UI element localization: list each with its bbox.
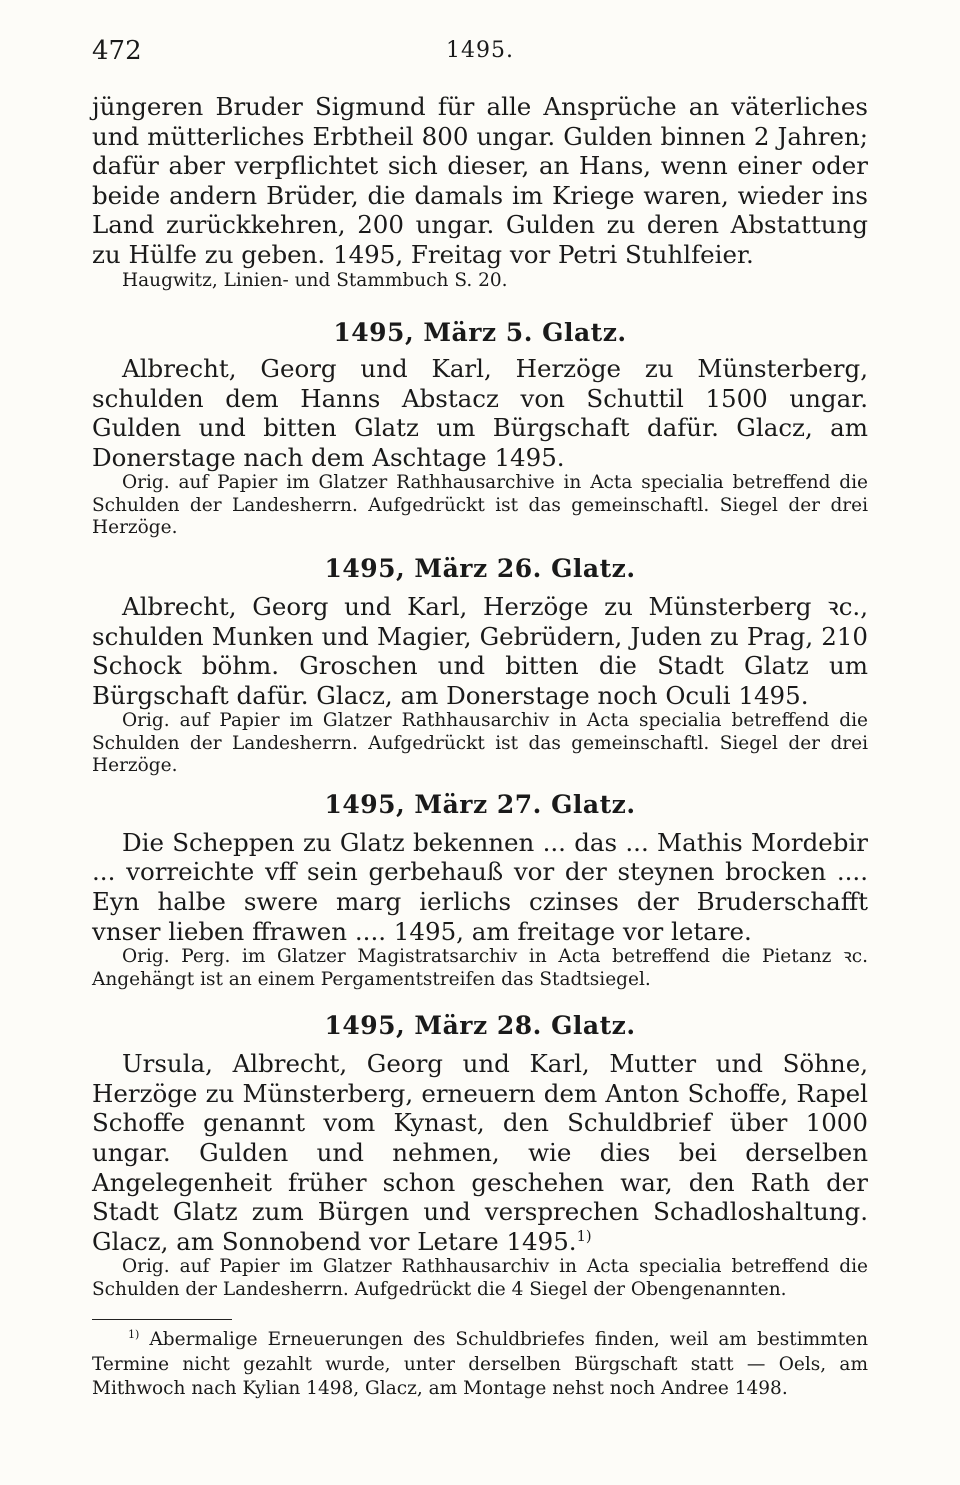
entry-heading: 1495, März 5. Glatz. [333,318,627,348]
entry-source: Orig. auf Papier im Glatzer Rathhausarchiv in Acta specialia betreffend die Schulden der Landesherrn. Aufgedrückt die 4 Siegel der Obengenannten. [92,1256,868,1300]
entry-heading: 1495, März 27. Glatz. [324,789,636,819]
entry-heading: 1495, März 28. Glatz. [324,1011,636,1041]
entry-text: Die Scheppen zu Glatz bekennen ... das ... Mathis Mordebir ... vorreichte vff sein gerbehauß vor der steynen brocken .... Eyn halbe swere marg ierlichs czinses der Bruderschafft vnser lieben ffrawen .... 1495, am freitage vor letare. [92,827,868,946]
page-number: 472 [92,36,142,66]
intro-paragraph: jüngeren Bruder Sigmund für alle Ansprüche an väterliches und mütterliches Erbtheil 800 ungar. Gulden binnen 2 Jahren; dafür aber verpflichtet sich dieser, an Hans, wenn einer oder beide andern Brüder, die damals im Kriege waren, wieder ins Land zurückkehren, 200 ungar. Gulden zu deren Abstattung zu Hülfe zu geben. 1495, Freitag vor Petri Stuhlfeier. [92,92,868,269]
entry-text-body: Ursula, Albrecht, Georg und Karl, Mutter und Söhne, Herzöge zu Münsterberg, erneuern dem Anton Schoffe, Rapel Schoffe genannt vom Kynast, den Schuldbrief über 1000 ungar. Gulden und nehmen, wie dies bei derselben Angelegenheit früher schon geschehen war, den Rath der Stadt Glatz zum Bürgen und versprechen Schadloshaltung. Glacz, am Sonnobend vor Letare 1495. [92,1049,868,1256]
footnote-reference[interactable]: 1) [576,1227,592,1245]
entry-heading: 1495, März 26. Glatz. [324,553,636,583]
entry-source: Orig. auf Papier im Glatzer Rathhausarchive in Acta specialia betreffend die Schulden der Landesherrn. Aufgedrückt ist das gemeinschaftl. Siegel der drei Herzöge. [92,472,868,539]
running-head-year: 1495. [446,38,514,63]
footnote-text: Abermalige Erneuerungen des Schuldbriefes finden, weil am bestimmten Termine nicht gezahlt wurde, unter derselben Bürgschaft statt — Oels, am Mithwoch nach Kylian 1498, Glacz, am Montage nehst noch Andree 1498. [92,1329,868,1400]
entry-text: Albrecht, Georg und Karl, Herzöge zu Münsterberg ꝛc., schulden Munken und Magier, Gebrüdern, Juden zu Prag, 210 Schock böhm. Groschen und bitten die Stadt Glatz um Bürgschaft dafür. Glacz, am Donerstage noch Oculi 1495. [92,591,868,710]
entry-source: Orig. Perg. im Glatzer Magistratsarchiv in Acta betreffend die Pietanz ꝛc. Angehängt ist an einem Pergamentstreifen das Stadtsiegel. [92,946,868,990]
entry-text: Albrecht, Georg und Karl, Herzöge zu Münsterberg, schulden dem Hanns Abstacz von Schuttil 1500 ungar. Gulden und bitten Glatz um Bürgschaft dafür. Glacz, am Donerstage nach dem Aschtage 1495. [92,354,868,472]
footnote-divider [92,1319,232,1320]
footnote-marker: 1) [128,1328,140,1342]
footnote [92,1328,868,1402]
intro-source: Haugwitz, Linien- und Stammbuch S. 20. [122,269,508,291]
running-head [92,36,868,66]
page-body [92,92,868,1402]
entry-text [92,1049,868,1256]
entry-source: Orig. auf Papier im Glatzer Rathhausarchiv in Acta specialia betreffend die Schulden der Landesherrn. Aufgedrückt ist das gemeinschaftl. Siegel der drei Herzöge. [92,710,868,777]
